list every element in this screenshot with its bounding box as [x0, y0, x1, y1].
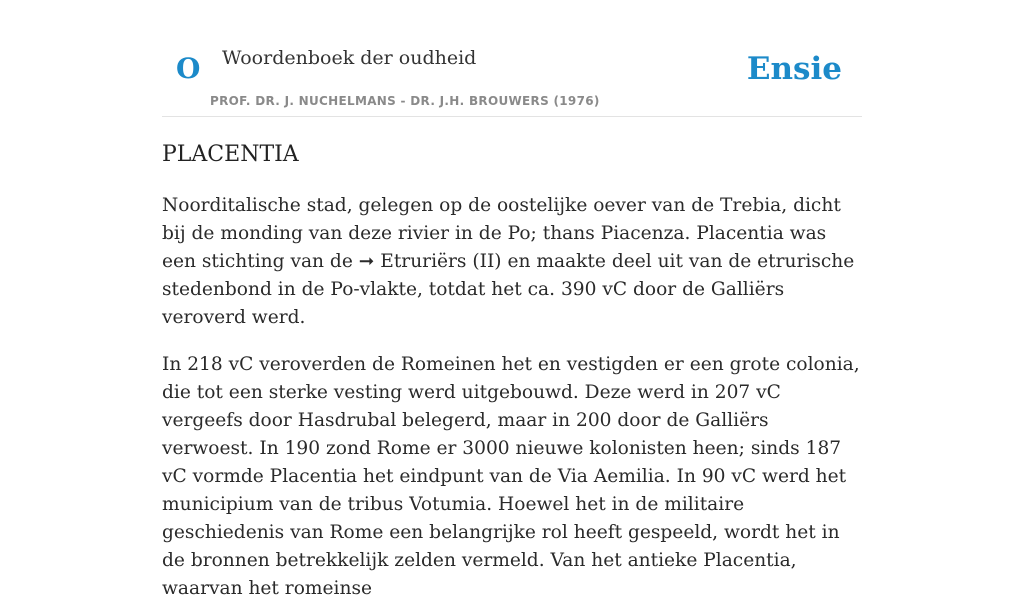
book-title-link[interactable]: Woordenboek der oudheid [222, 47, 477, 69]
page-header [162, 0, 862, 117]
paragraph-text: Noorditalische stad, gelegen op de oostelijke oever van de Trebia, dicht bij de monding van deze rivier in de Po; thans Piacenza. Placentia was een stichting van de [162, 195, 841, 272]
article-paragraph-1 [162, 192, 862, 332]
cross-reference-link[interactable]: Etruriërs (II) [380, 251, 502, 272]
brand-logo-link[interactable]: Ensie [746, 51, 842, 87]
article [162, 138, 862, 603]
article-paragraph-2: In 218 vC veroverden de Romeinen het en vestigden er een grote colonia, die tot een sterke vesting werd uitgebouwd. Deze werd in 207 vC vergeefs door Hasdrubal belegerd, maar in 200 door de Galliërs verwoest. In 190 zond Rome er 3000 nieuwe kolonisten heen; sinds 187 vC vormde Placentia het eindpunt van de Via Aemilia. In 90 vC werd het municipium van de tribus Votumia. Hoewel het in de militaire geschiedenis van Rome een belangrijke rol heeft gespeeld, wordt het in de bronnen betrekkelijk zelden vermeld. Van het antieke Placentia, waarvan het romeinse [162, 354, 860, 599]
article-headword: PLACENTIA [162, 142, 299, 167]
paragraph-text: en maakte deel uit van de etrurische stedenbond in de Po-vlakte, totdat het ca. 390 vC door de Galliërs veroverd werd. [162, 251, 855, 328]
cross-reference-arrow-icon: ➞ [358, 251, 375, 272]
book-authors: PROF. DR. J. NUCHELMANS - DR. J.H. BROUWERS (1976) [210, 94, 600, 108]
section-letter-link[interactable]: O [176, 52, 201, 85]
